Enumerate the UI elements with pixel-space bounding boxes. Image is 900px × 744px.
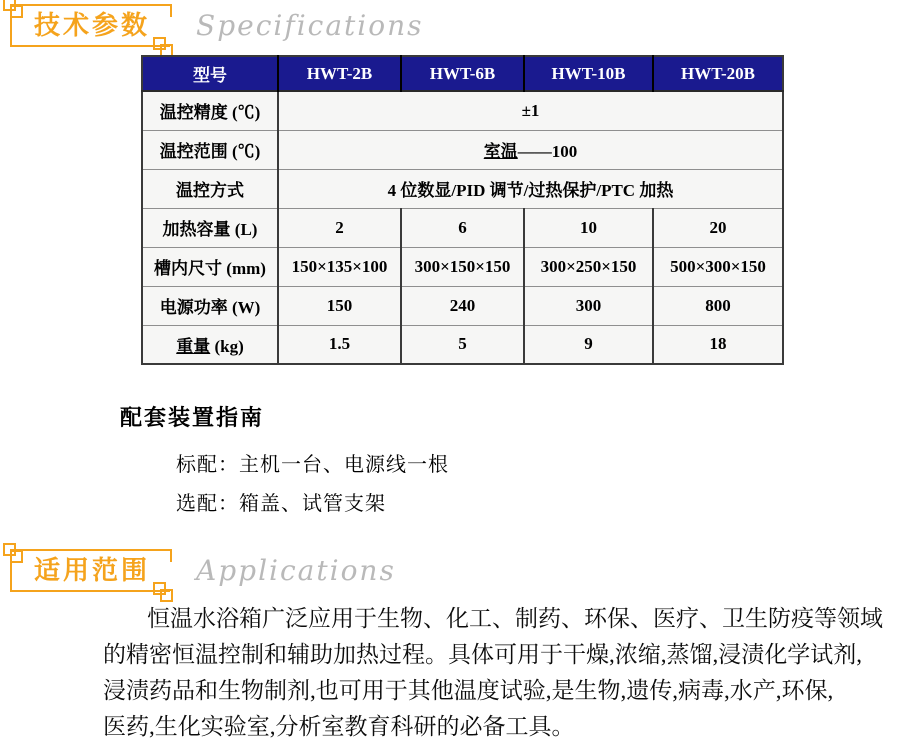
spec-value: 9 xyxy=(524,325,653,364)
accessories-optional-line: 选配：箱盖、试管支架 xyxy=(176,493,386,515)
table-row xyxy=(142,325,783,364)
applications-paragraph xyxy=(103,601,889,744)
spec-value-underlined: 室温 xyxy=(483,142,518,161)
spec-value: 20 xyxy=(653,208,783,247)
row-label-underlined: 重量 xyxy=(176,336,211,356)
col-header-hwt10b: HWT-10B xyxy=(524,56,653,91)
table-row xyxy=(142,286,783,325)
paragraph-line: 医药,生化实验室,分析室教育科研的必备工具。 xyxy=(103,714,575,739)
spec-table xyxy=(141,55,784,365)
col-header-hwt20b: HWT-20B xyxy=(653,56,783,91)
spec-value-rest: ——100 xyxy=(517,142,578,161)
paragraph-line: 浸渍药品和生物制剂,也可用于其他温度试验,是生物,遗传,病毒,水产,环保, xyxy=(103,678,834,703)
corner-ornament-icon xyxy=(152,581,174,603)
spec-value xyxy=(278,130,783,169)
spec-value: 150 xyxy=(278,286,401,325)
spec-value: 300 xyxy=(524,286,653,325)
table-row xyxy=(142,247,783,286)
specs-section-header xyxy=(10,4,424,47)
specs-title-en: Specifications xyxy=(196,9,424,42)
col-header-hwt6b: HWT-6B xyxy=(401,56,524,91)
row-label-rest: (kg) xyxy=(210,336,244,356)
corner-ornament-icon xyxy=(2,0,24,19)
spec-value: 2 xyxy=(278,208,401,247)
col-header-model: 型号 xyxy=(142,56,278,91)
spec-value: 5 xyxy=(401,325,524,364)
accessories-heading: 配套装置指南 xyxy=(120,405,265,430)
spec-value: 1.5 xyxy=(278,325,401,364)
spec-value: 240 xyxy=(401,286,524,325)
row-label: 温控方式 xyxy=(142,169,278,208)
table-row xyxy=(142,208,783,247)
row-label: 加热容量 (L) xyxy=(142,208,278,247)
table-row xyxy=(142,169,783,208)
table-header-row xyxy=(142,56,783,91)
row-label: 电源功率 (W) xyxy=(142,286,278,325)
row-label: 温控精度 (℃) xyxy=(142,91,278,130)
apps-title-frame xyxy=(10,549,170,592)
table-row xyxy=(142,91,783,130)
spec-value: 6 xyxy=(401,208,524,247)
spec-value: 500×300×150 xyxy=(653,247,783,286)
spec-value: 300×250×150 xyxy=(524,247,653,286)
spec-value: 800 xyxy=(653,286,783,325)
spec-value: 10 xyxy=(524,208,653,247)
row-label: 槽内尺寸 (mm) xyxy=(142,247,278,286)
spec-value: 18 xyxy=(653,325,783,364)
row-label xyxy=(142,325,278,364)
spec-value: 300×150×150 xyxy=(401,247,524,286)
specs-title-frame xyxy=(10,4,170,47)
spec-value: ±1 xyxy=(278,91,783,130)
apps-section-header xyxy=(10,549,396,592)
paragraph-line: 的精密恒温控制和辅助加热过程。具体可用于干燥,浓缩,蒸馏,浸渍化学试剂, xyxy=(103,642,862,667)
corner-ornament-icon xyxy=(2,542,24,564)
accessories-standard-line: 标配：主机一台、电源线一根 xyxy=(176,454,449,476)
apps-title-zh: 适用范围 xyxy=(34,555,151,585)
specs-title-zh: 技术参数 xyxy=(34,10,151,40)
col-header-hwt2b: HWT-2B xyxy=(278,56,401,91)
paragraph-line: 恒温水浴箱广泛应用于生物、化工、制药、环保、医疗、卫生防疫等领域 xyxy=(147,606,883,631)
table-row xyxy=(142,130,783,169)
spec-value: 4 位数显/PID 调节/过热保护/PTC 加热 xyxy=(278,169,783,208)
row-label: 温控范围 (℃) xyxy=(142,130,278,169)
spec-value: 150×135×100 xyxy=(278,247,401,286)
apps-title-en: Applications xyxy=(196,554,396,587)
